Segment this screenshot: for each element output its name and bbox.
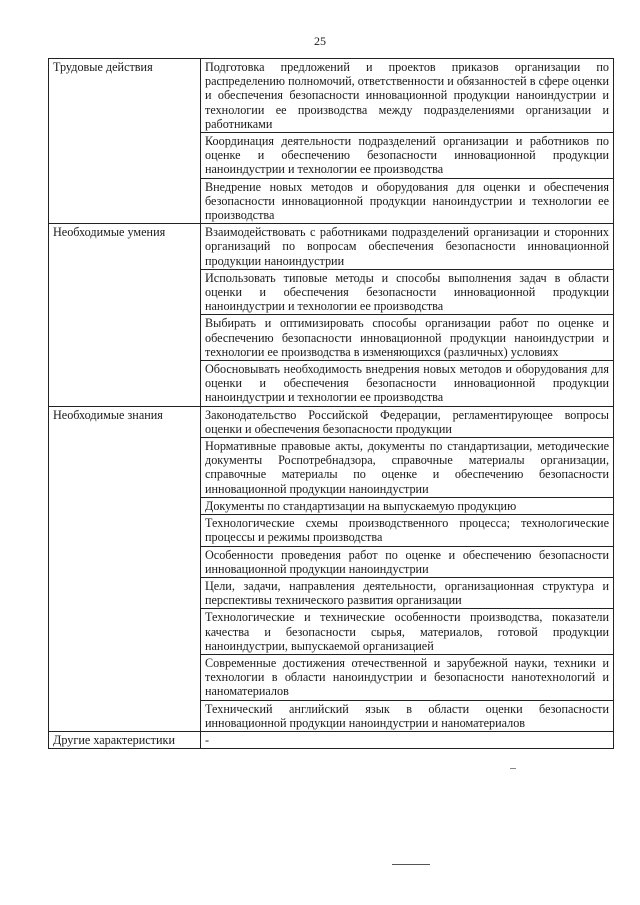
section-item: Законодательство Российской Федерации, регламентирующее вопросы оценки и обеспечения безопасности продукции: [201, 406, 614, 437]
section-item: -: [201, 731, 614, 748]
section-item: Нормативные правовые акты, документы по стандартизации, методические документы Роспотребнадзора, справочные материалы организации, справочные материалы по оценке и обеспечению безопасности инновационной продукции наноиндустрии: [201, 438, 614, 498]
table-body: [49, 59, 614, 749]
table-row: [49, 224, 614, 270]
section-item: Особенности проведения работ по оценке и обеспечению безопасности инновационной продукции наноиндустрии: [201, 546, 614, 577]
table-row: [49, 731, 614, 748]
section-label: Другие характеристики: [49, 731, 201, 748]
section-item: Технологические схемы производственного процесса; технологические процессы и режимы производства: [201, 515, 614, 546]
scan-mark: [510, 768, 516, 769]
section-item: Современные достижения отечественной и зарубежной науки, техники и технологии в области наноиндустрии и безопасности нанотехнологий и наноматериалов: [201, 654, 614, 700]
section-item: Подготовка предложений и проектов приказов организации по распределению полномочий, ответственности и обязанностей в сфере оценки и обеспечения безопасности инновационной продукции наноиндустрии и технологии ее производства между подразделениями организации и работниками: [201, 59, 614, 133]
section-item: Технологические и технические особенности производства, показатели качества и безопасности сырья, материалов, готовой продукции наноиндустрии, выпускаемой организацией: [201, 609, 614, 655]
table-row: [49, 406, 614, 437]
competency-table: [48, 58, 614, 749]
section-label: Необходимые умения: [49, 224, 201, 406]
scan-mark: [392, 864, 430, 865]
page-number: 25: [314, 34, 326, 48]
section-label: Трудовые действия: [49, 59, 201, 224]
section-item: Внедрение новых методов и оборудования для оценки и обеспечения безопасности инновационной продукции наноиндустрии и технологии ее производства: [201, 178, 614, 224]
section-item: Использовать типовые методы и способы выполнения задач в области оценки и обеспечения безопасности инновационной продукции наноиндустрии и технологии ее производства: [201, 269, 614, 315]
table-row: [49, 59, 614, 133]
section-item: Документы по стандартизации на выпускаемую продукцию: [201, 497, 614, 514]
section-item: Координация деятельности подразделений организации и работников по оценке и обеспечению безопасности инновационной продукции наноиндустрии и технологии ее производства: [201, 133, 614, 179]
section-item: Обосновывать необходимость внедрения новых методов и оборудования для оценки и обеспечения безопасности инновационной продукции наноиндустрии и технологии ее производства: [201, 361, 614, 407]
section-item: Цели, задачи, направления деятельности, организационная структура и перспективы технического развития организации: [201, 577, 614, 608]
section-label: Необходимые знания: [49, 406, 201, 731]
section-item: Взаимодействовать с работниками подразделений организации и сторонних организаций по вопросам обеспечения безопасности инновационной продукции наноиндустрии: [201, 224, 614, 270]
section-item: Технический английский язык в области оценки безопасности инновационной продукции наноиндустрии и наноматериалов: [201, 700, 614, 731]
section-item: Выбирать и оптимизировать способы организации работ по оценке и обеспечению безопасности инновационной продукции наноиндустрии и технологии ее производства в изменяющихся (различных) условиях: [201, 315, 614, 361]
